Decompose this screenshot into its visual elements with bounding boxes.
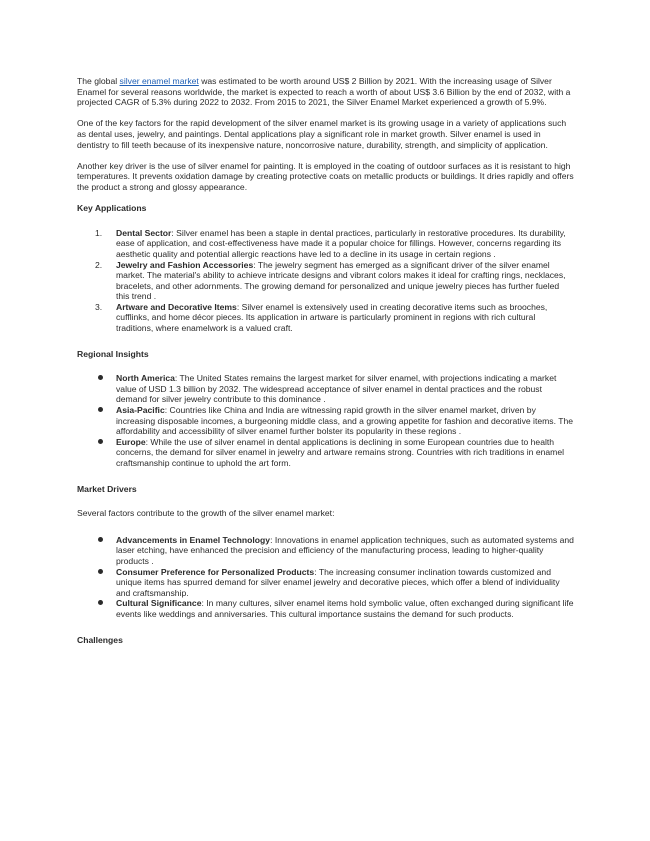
list-item-term: Europe [116, 436, 146, 447]
list-item-term: Advancements in Enamel Technology [116, 534, 271, 545]
bullet-icon [98, 537, 103, 542]
list-item [77, 598, 574, 619]
list-item-term: Dental Sector [116, 227, 172, 238]
list-item [77, 302, 574, 334]
bullet-icon [98, 439, 103, 444]
list-item [77, 260, 574, 302]
intro-prefix: The global [77, 76, 120, 86]
list-item-term: Artware and Decorative Items [116, 301, 237, 312]
list-number: 1. [95, 227, 103, 238]
list-item [77, 228, 574, 260]
list-item-term: Jewelry and Fashion Accessories [116, 259, 254, 270]
intro-suffix: was estimated to be worth around US$ 2 Billion by 2021. With the increasing usage of Silver Enamel for several reasons worldwide, the market is expected to reach a worth of about US$ 3.6 Billion by the end of 2032, with a projected CAGR of 5.3% during 2022 to 2032. From 2015 to 2021, the Silver Enamel Market experienced a growth of 5.9%. [77, 76, 571, 108]
list-item [77, 567, 574, 599]
list-item-text: : The jewelry segment has emerged as a significant driver of the silver enamel market. The material's ability to achieve intricate designs and vibrant colors makes it ideal for crafting rings, necklaces, bracelets, and other adornments. The growing demand for personalized and unique jewelry pieces has further fueled this trend . [116, 259, 566, 302]
list-item-text: : The United States remains the largest market for silver enamel, with projections indicating a market value of USD 1.3 billion by 2032. The widespread acceptance of silver enamel in dental practices and the robust demand for silver jewelry contribute to this dominance . [116, 373, 557, 405]
challenges-heading: Challenges [77, 634, 123, 645]
list-item [77, 405, 574, 437]
key-applications-list [77, 228, 574, 334]
bullet-icon [98, 407, 103, 412]
paragraph-painting-driver: Another key driver is the use of silver enamel for painting. It is employed in the coating of outdoor surfaces as it is resistant to high temperatures. It prevents oxidation damage by creating protective coats on metallic products or buildings. It dries rapidly and offers the product a strong and glossy appearance. [77, 160, 574, 192]
market-drivers-intro: Several factors contribute to the growth of the silver enamel market: [77, 508, 335, 519]
market-drivers-heading: Market Drivers [77, 483, 137, 494]
list-item-term: North America [116, 373, 175, 384]
list-item-text: : In many cultures, silver enamel items hold symbolic value, often exchanged during significant life events like weddings and anniversaries. This cultural importance sustains the demand for such products. [116, 598, 574, 619]
bullet-icon [98, 569, 103, 574]
list-item [77, 437, 574, 469]
intro-paragraph [77, 76, 574, 108]
list-item-term: Cultural Significance [116, 598, 202, 609]
list-item-text: : Countries like China and India are witnessing rapid growth in the silver enamel market, driven by increasing disposable incomes, a burgeoning middle class, and a growing appetite for fashion and decorative items. The affordability and accessibility of silver enamel further bolster its popularity in these regions . [116, 405, 574, 437]
regional-insights-list [77, 373, 574, 468]
list-item-text: : While the use of silver enamel in dental applications is declining in some European countries due to health concerns, the demand for silver enamel in jewelry and artware remains strong. Countries with rich traditions in enamel craftsmanship continue to uphold the art form. [116, 436, 565, 468]
bullet-icon [98, 600, 103, 605]
regional-insights-heading: Regional Insights [77, 348, 149, 359]
list-item-text: : Innovations in enamel application techniques, such as automated systems and laser etching, have enhanced the precision and efficiency of the manufacturing process, leading to higher-quality products . [116, 534, 574, 566]
list-number: 2. [95, 259, 103, 270]
key-applications-heading: Key Applications [77, 203, 147, 214]
list-number: 3. [95, 301, 103, 312]
bullet-icon [98, 375, 103, 380]
list-item-term: Consumer Preference for Personalized Products [116, 566, 315, 577]
list-item-text: : Silver enamel has been a staple in dental practices, particularly in restorative procedures. Its durability, ease of application, and cost-effectiveness have made it a popular choice for fillings. However, concerns regarding its aesthetic quality and potential allergic reactions have led to a decline in its usage in certain regions . [116, 227, 566, 259]
list-item-text: : The increasing consumer inclination towards customized and unique items has spurred demand for silver enamel jewelry and decorative pieces, which offer a blend of individuality and craftsmanship. [116, 566, 560, 598]
list-item-term: Asia-Pacific [116, 405, 165, 416]
list-item-text: : Silver enamel is extensively used in creating decorative items such as brooches, cufflinks, and home décor pieces. Its application in artware is particularly prominent in regions with rich cultural traditions, where enamelwork is a valued craft. [116, 301, 548, 334]
paragraph-applications-overview: One of the key factors for the rapid development of the silver enamel market is its growing usage in a variety of applications such as dental uses, jewelry, and paintings. Dental applications play a significant role in market growth. Silver enamel is used in dentistry to fill teeth because of its inexpensive nature, noncorrosive nature, durability, strength, and simplicity of application. [77, 118, 567, 150]
list-item [77, 535, 574, 567]
list-item [77, 373, 574, 405]
market-drivers-list [77, 535, 574, 620]
silver-enamel-market-link[interactable]: silver enamel market [119, 76, 199, 86]
